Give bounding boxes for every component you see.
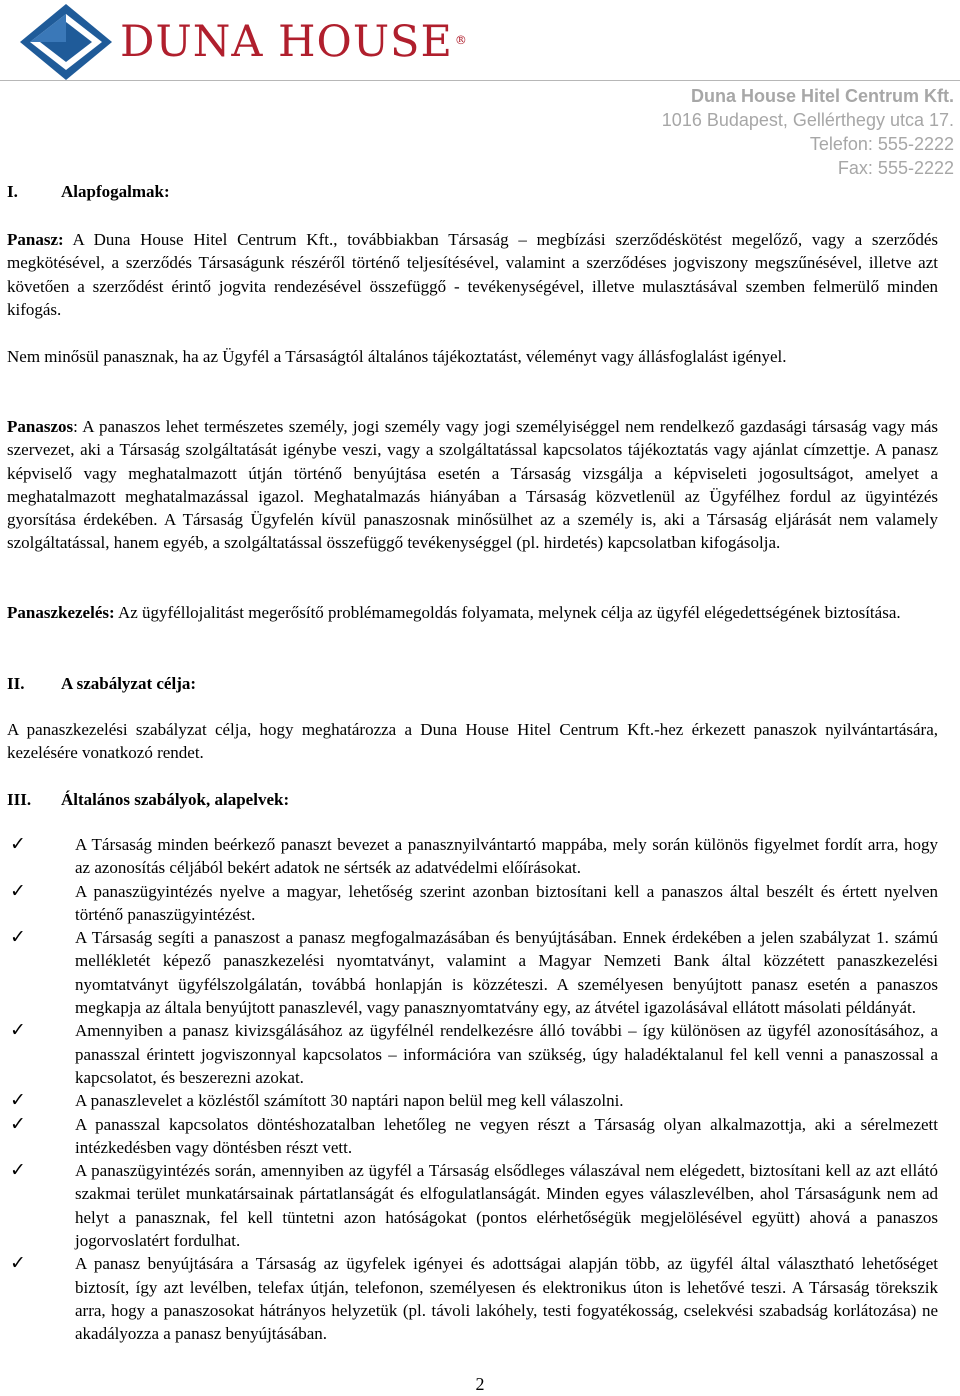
list-item: ✓ Amennyiben a panasz kivizsgálásához az ügyfélnél rendelkezésre álló további – így különösen az ügyfél azonosításához, a panasszal érintett jogviszonnyal kapcsolatos – információra van szükség, úgy haladéktalanul fel kell venni a panaszossal a kapcsolatot, és beszerezni azokat. bbox=[10, 1019, 938, 1087]
purpose-paragraph: A panaszkezelési szabályzat célja, hogy meghatározza a Duna House Hitel Centrum Kft.-hez érkezett panaszok nyilvántartására, kezelésére vonatkozó rendet. bbox=[7, 720, 938, 763]
checkmark-icon: ✓ bbox=[10, 1019, 26, 1042]
list-item: ✓ A panasz benyújtására a Társaság az ügyfelek igényei és adottságai alapján több, az ügyfél által választható lehetőséget biztosít, így azt levélben, telefax útján, telefonon, személyesen és elektronikus úton is lehetővé teszi. A Társaság törekszik arra, hogy a panaszosokat hátrányos helyzetük (pl. távoli lakóhely, testi fogyatékosság, cselekvési szabadság korlátozása) ne akadályozza a panasz benyújtásában. bbox=[10, 1252, 938, 1344]
checkmark-icon: ✓ bbox=[10, 833, 26, 855]
list-item: ✓ A Társaság segíti a panaszost a panasz megfogalmazásában és benyújtásában. Ennek érdekében a jelen szabályzat 1. számú mellékletét képező panaszkezelési nyomtatványt, valamint a Magyar Nemzeti Bank által közzétett panaszkezelési nyomtatványt ügyfélszolgálatán, továbbá honlapján is közzéteszi. A személyesen benyújtott panasz esetén a panaszos megkapja az általa benyújtott panaszlevél, vagy panasznyomtatvány egy, az átvétel igazolásával ellátott másolati példányát. bbox=[10, 926, 938, 1018]
definition-panasz: Panasz: A Duna House Hitel Centrum Kft., továbbiakban Társaság – megbízási szerződéskötést megelőző, vagy a szerződés megkötésével, a szerződés Társaságunk részéről történő teljesítésével, valamint a szerződéses jogviszony megszűnésével, illetve azt követően a szerződést érintő jogvita rendezésével összefüggő - tevékenységével, illetve mulasztásával szemben felmerülő minden kifogás. bbox=[7, 230, 938, 319]
logo-diamond-icon bbox=[18, 2, 116, 82]
definition-panaszkezeles: Panaszkezelés: Az ügyféllojalitást megerősítő problémamegoldás folyamata, melynek célja az ügyfél elégedettségének biztosítása. bbox=[7, 603, 901, 622]
logo-wordmark: DUNA HOUSE ® bbox=[120, 17, 468, 67]
checkmark-icon: ✓ bbox=[10, 879, 26, 902]
checkmark-icon: ✓ bbox=[10, 1252, 26, 1275]
company-fax: Fax: 555-2222 bbox=[837, 158, 954, 178]
section-heading-2: II. A szabályzat célja: bbox=[7, 674, 197, 693]
company-address: 1016 Budapest, Gellérthegy utca 17. bbox=[661, 110, 954, 130]
list-item: ✓ A Társaság minden beérkező panaszt bevezet a panasznyilvántartó mappába, mely során különös figyelmet fordít arra, hogy az azonosítás céljából bekért adatok ne sértsék az adatvédelmi előírásokat. bbox=[10, 833, 938, 878]
checkmark-icon: ✓ bbox=[10, 1112, 26, 1135]
not-complaint-paragraph: Nem minősül panasznak, ha az Ügyfél a Társaságtól általános tájékoztatást, véleményt vagy állásfoglalást igényel. bbox=[7, 347, 787, 366]
header-divider bbox=[0, 80, 960, 81]
company-phone: Telefon: 555-2222 bbox=[809, 134, 954, 154]
list-item: ✓ A panasszal kapcsolatos döntéshozatalban lehetőleg ne vegyen részt a Társaság olyan alkalmazottja, aki a sérelmezett intézkedésben vagy döntésben részt vett. bbox=[10, 1112, 938, 1157]
company-name: Duna House Hitel Centrum Kft. bbox=[690, 86, 954, 106]
company-contact-block bbox=[662, 84, 954, 180]
checkmark-icon: ✓ bbox=[10, 926, 26, 949]
list-item: ✓ A panaszügyintézés nyelve a magyar, lehetőség szerint azonban biztosítani kell a panaszos által beszélt és értett nyelven történő panaszügyintézést. bbox=[10, 879, 938, 924]
list-item: ✓ A panaszügyintézés során, amennyiben az ügyfél a Társaság elsődleges válaszával nem elégedett, biztosítani kell az azt ellátó szakmai terület munkatársainak pártatlanságát és elfogulatlanságát. Minden egyes válaszlevélben, ahol Társaságunk nem ad helyt a panasznak, fel kell tüntetni azon hatóságokat (pontos elérhetőségük megjelölésével együtt) ahová a panaszos jogorvoslatért fordulhat. bbox=[10, 1159, 938, 1251]
checkmark-icon: ✓ bbox=[10, 1089, 26, 1112]
section-heading-1: I. Alapfogalmak: bbox=[7, 182, 170, 201]
page-number: 2 bbox=[475, 1374, 485, 1394]
duna-house-logo bbox=[18, 2, 468, 82]
list-item: ✓ A panaszlevelet a közléstől számított 30 naptári napon belül meg kell válaszolni. bbox=[10, 1089, 624, 1112]
checkmark-icon: ✓ bbox=[10, 1159, 26, 1182]
definition-panaszos: Panaszos: A panaszos lehet természetes személy, jogi személy vagy jogi személyiséggel nem rendelkező gazdasági társaság vagy más szervezet, aki a Társaság szolgáltatását igénybe veszi, vagy a szolgáltatással kapcsolatos tájékoztatás vagy ajánlat címzettje. A panasz képviselő vagy meghatalmazott útján történő benyújtása esetén a Társaság vizsgálja a képviseleti jogosultságot, amelyet a meghatalmazott meghatalmazással igazol. Meghatalmazás hiányában a Társaság közvetlenül az Ügyfélhez fordul az ügyintézés gyorsítása érdekében. A Társaság Ügyfelén kívül panaszosnak minősülhet az a személy is, aki a Társaság eljárását nem valamely szolgáltatással, hanem egyéb, a szolgáltatással összefüggő tevékenységgel (pl. hirdetés) kapcsolatban kifogásolja. bbox=[7, 417, 938, 553]
rules-checklist bbox=[7, 833, 938, 1346]
section-heading-3: III. Általános szabályok, alapelvek: bbox=[7, 790, 290, 809]
